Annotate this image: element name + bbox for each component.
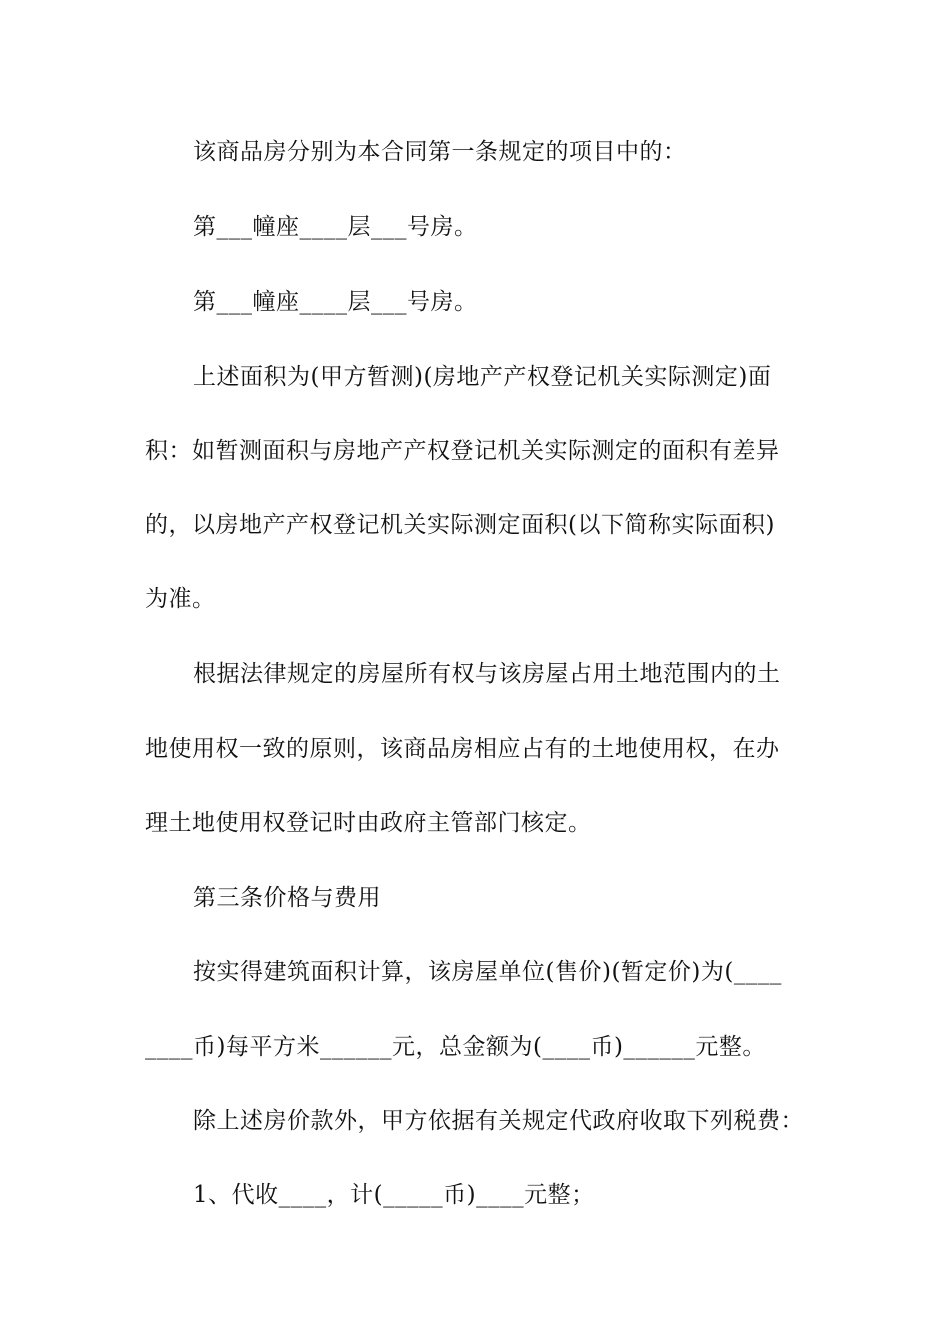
paragraph-line: 的，以房地产产权登记机关实际测定面积(以下简称实际面积) bbox=[145, 512, 775, 538]
paragraph-line: 第___幢座____层___号房。 bbox=[193, 214, 478, 240]
paragraph-line: 地使用权一致的原则，该商品房相应占有的土地使用权，在办 bbox=[145, 736, 780, 762]
paragraph-line: 上述面积为(甲方暂测)(房地产产权登记机关实际测定)面 bbox=[193, 364, 772, 390]
paragraph-line: 1、代收____，计(_____币)____元整； bbox=[193, 1182, 595, 1208]
paragraph-line: 该商品房分别为本合同第一条规定的项目中的： bbox=[193, 139, 687, 165]
paragraph-line: 理土地使用权登记时由政府主管部门核定。 bbox=[145, 810, 592, 836]
paragraph-line: ____币)每平方米______元，总金额为(____币)______元整。 bbox=[145, 1034, 766, 1060]
paragraph-line: 除上述房价款外，甲方依据有关规定代政府收取下列税费： bbox=[193, 1108, 804, 1134]
paragraph-line: 按实得建筑面积计算，该房屋单位(售价)(暂定价)为(____ bbox=[193, 959, 782, 985]
paragraph-line: 根据法律规定的房屋所有权与该房屋占用土地范围内的土 bbox=[193, 661, 781, 687]
paragraph-line: 第___幢座____层___号房。 bbox=[193, 289, 478, 315]
paragraph-line: 为准。 bbox=[145, 586, 216, 612]
paragraph-line: 积：如暂测面积与房地产产权登记机关实际测定的面积有差异 bbox=[145, 438, 780, 464]
section-heading: 第三条价格与费用 bbox=[193, 885, 381, 911]
